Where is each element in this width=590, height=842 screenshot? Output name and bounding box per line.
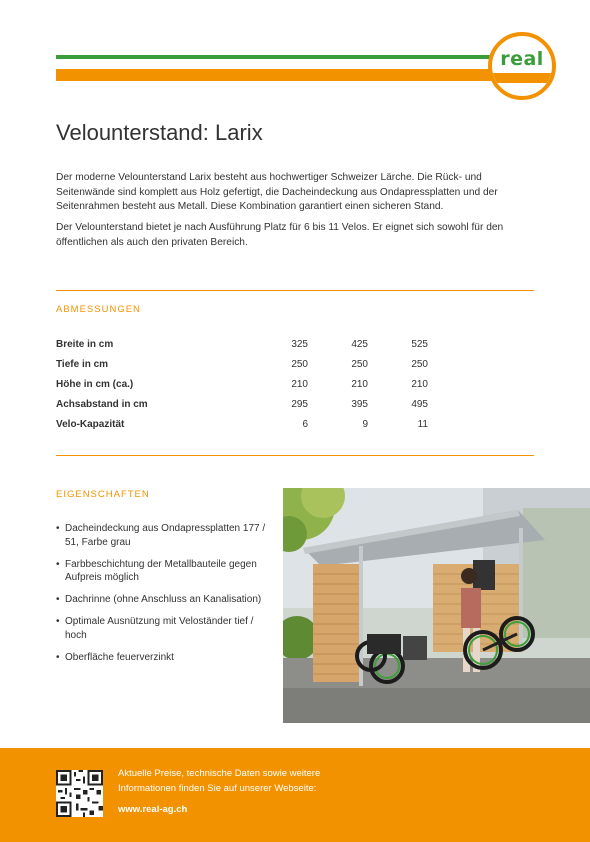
- intro-paragraph-2: Der Velounterstand bietet je nach Ausführung Platz für 6 bis 11 Velos. Er eignet sich sowohl für den öffentlichen als auch den privaten Bereich.: [56, 222, 504, 248]
- table-row: [56, 374, 428, 394]
- intro-paragraph-1: Der moderne Velounterstand Larix besteht aus hochwertiger Schweizer Lärche. Die Rück- und Seitenwände sind komplett aus Holz gefertigt, die Dacheindeckung aus Ondapressplatten und der Seitenrahmen besteht aus Metall. Diese Kombination garantiert einen sicheren Stand.: [56, 172, 498, 212]
- footer-note: [118, 766, 320, 796]
- logo-text: real: [500, 48, 544, 70]
- cell-value: 250: [351, 358, 368, 370]
- footer-line-1: Aktuelle Preise, technische Daten sowie weitere: [118, 768, 321, 779]
- logo-bar: [492, 73, 552, 83]
- list-item: • Dachrinne (ohne Anschluss an Kanalisation): [56, 593, 276, 607]
- cell-value: 395: [351, 398, 368, 410]
- list-item: • Dacheindeckung aus Ondapressplatten 177 / 51, Farbe grau: [56, 522, 276, 549]
- cell-value: 295: [291, 398, 308, 410]
- cell-value: 6: [302, 418, 308, 430]
- qr-code[interactable]: [56, 770, 103, 817]
- cell-value: 11: [417, 418, 428, 430]
- table-row: [56, 354, 428, 374]
- row-label: Tiefe in cm: [56, 358, 109, 370]
- row-label: Achsabstand in cm: [56, 398, 148, 410]
- cell-value: 250: [291, 358, 308, 370]
- cell-value: 495: [411, 398, 428, 410]
- dimensions-table: [56, 334, 428, 434]
- cell-value: 210: [351, 378, 368, 390]
- footer-line-2: Informationen finden Sie auf unserer Webseite:: [118, 783, 317, 794]
- section-divider: [56, 455, 534, 456]
- dimensions-heading: ABMESSUNGEN: [56, 304, 141, 315]
- section-divider: [56, 290, 534, 291]
- list-item: • Oberfläche feuerverzinkt: [56, 651, 276, 665]
- row-label: Höhe in cm (ca.): [56, 378, 134, 390]
- table-row: [56, 414, 428, 434]
- list-item: • Optimale Ausnützung mit Veloständer tief / hoch: [56, 615, 276, 642]
- features-heading: EIGENSCHAFTEN: [56, 489, 150, 500]
- cell-value: 425: [351, 338, 368, 350]
- cell-value: 9: [362, 418, 368, 430]
- cell-value: 325: [291, 338, 308, 350]
- table-row: [56, 394, 428, 414]
- product-photo: [283, 488, 590, 723]
- cell-value: 250: [411, 358, 428, 370]
- cell-value: 210: [291, 378, 308, 390]
- row-label: Velo-Kapazität: [56, 418, 125, 430]
- row-label: Breite in cm: [56, 338, 114, 350]
- list-item: • Farbbeschichtung der Metallbauteile gegen Aufpreis möglich: [56, 558, 276, 585]
- cell-value: 525: [411, 338, 428, 350]
- table-row: [56, 334, 428, 354]
- header-orange-stripe: [56, 69, 534, 81]
- company-logo: [488, 32, 556, 100]
- footer: [0, 748, 590, 842]
- cell-value: 210: [411, 378, 428, 390]
- page-title: Velounterstand: Larix: [56, 120, 263, 145]
- website-link[interactable]: www.real-ag.ch: [118, 804, 188, 815]
- features-list: [56, 522, 276, 673]
- header-green-stripe: [56, 55, 534, 59]
